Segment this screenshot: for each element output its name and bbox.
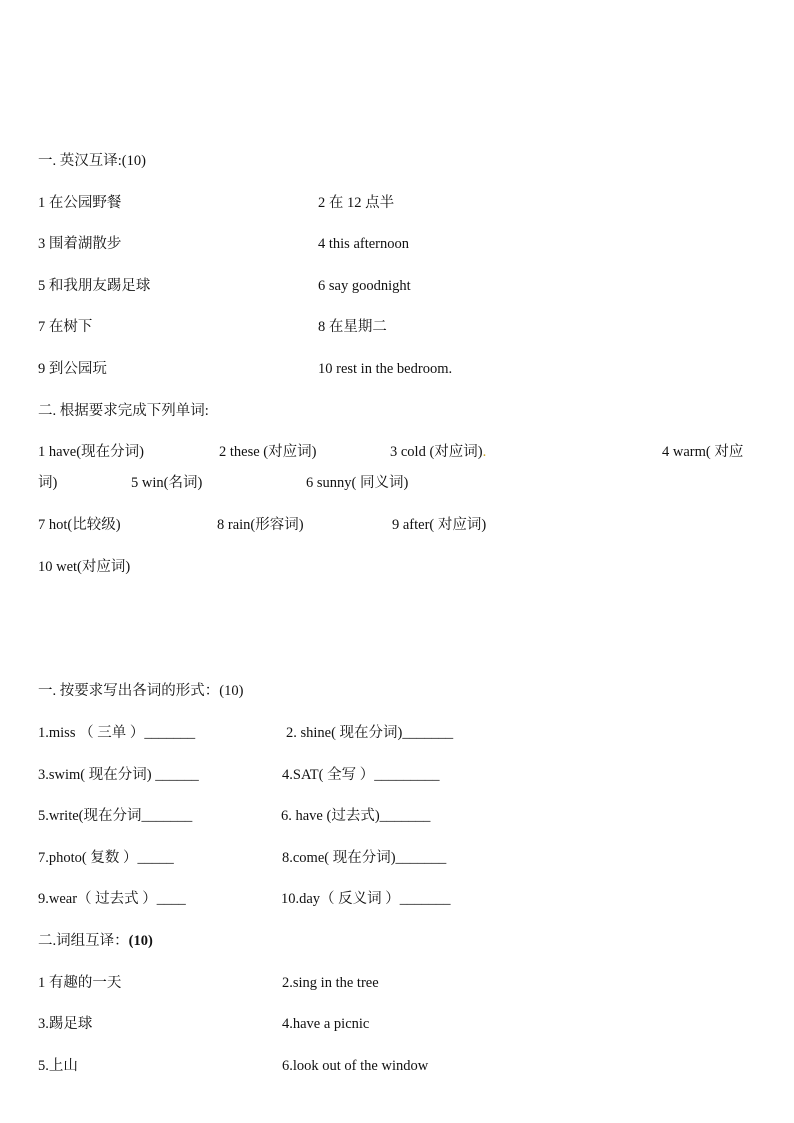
s2-item-1: 1 have(现在分词) bbox=[38, 444, 144, 460]
s3-item-3: 3.swim( 现在分词) ______ bbox=[38, 767, 199, 783]
section1-title: 一. 英汉互译:(10) bbox=[38, 153, 146, 169]
s1-item-9: 9 到公园玩 bbox=[38, 361, 107, 377]
s4-item-2: 2.sing in the tree bbox=[282, 975, 379, 991]
section4-title: 二.词组互译：(10) bbox=[38, 933, 153, 949]
s4-item-5: 5.上山 bbox=[38, 1058, 78, 1074]
s2-item-7: 7 hot(比较级) bbox=[38, 517, 121, 533]
highlight-mark: . bbox=[482, 444, 487, 460]
s4-item-4: 4.have a picnic bbox=[282, 1016, 370, 1032]
s1-item-5: 5 和我朋友踢足球 bbox=[38, 278, 151, 294]
section4-score: (10) bbox=[128, 933, 153, 949]
s2-item-4-cont: 词) bbox=[38, 475, 58, 491]
s2-item-6: 6 sunny( 同义词) bbox=[306, 475, 409, 491]
s4-item-6: 6.look out of the window bbox=[282, 1058, 429, 1074]
s1-item-6: 6 say goodnight bbox=[318, 278, 411, 294]
s3-item-7: 7.photo( 复数 ）_____ bbox=[38, 850, 174, 866]
s4-item-3: 3.踢足球 bbox=[38, 1016, 93, 1032]
section3-title: 一. 按要求写出各词的形式：(10) bbox=[38, 683, 244, 699]
s2-item-2: 2 these (对应词) bbox=[219, 444, 317, 460]
s3-item-4: 4.SAT( 全写 ）_________ bbox=[282, 767, 440, 783]
s3-item-10: 10.day（ 反义词 ）_______ bbox=[281, 891, 451, 907]
s2-item-3: 3 cold (对应词). bbox=[390, 444, 487, 460]
s1-item-4: 4 this afternoon bbox=[318, 236, 410, 252]
section2-title: 二. 根据要求完成下列单词: bbox=[38, 403, 209, 419]
s2-item-4: 4 warm( 对应 bbox=[662, 444, 744, 460]
s2-item-8: 8 rain(形容词) bbox=[217, 517, 304, 533]
s1-item-1: 1 在公园野餐 bbox=[38, 195, 122, 211]
s3-item-6: 6. have (过去式)_______ bbox=[281, 808, 431, 824]
s1-item-7: 7 在树下 bbox=[38, 319, 93, 335]
s3-item-2: 2. shine( 现在分词)_______ bbox=[286, 725, 454, 741]
s1-item-8: 8 在星期二 bbox=[318, 319, 387, 335]
s2-item-10: 10 wet(对应词) bbox=[38, 559, 131, 575]
s3-item-1: 1.miss （ 三单 ）_______ bbox=[38, 725, 196, 741]
s1-item-2: 2 在 12 点半 bbox=[318, 195, 395, 211]
s3-item-8: 8.come( 现在分词)_______ bbox=[282, 850, 447, 866]
s3-item-9: 9.wear（ 过去式 ）____ bbox=[38, 891, 186, 907]
s1-item-3: 3 围着湖散步 bbox=[38, 236, 122, 252]
s2-item-5: 5 win(名词) bbox=[131, 475, 203, 491]
s2-item-9: 9 after( 对应词) bbox=[392, 517, 487, 533]
s1-item-10: 10 rest in the bedroom. bbox=[318, 361, 453, 377]
s3-item-5: 5.write(现在分词_______ bbox=[38, 808, 193, 824]
s4-item-1: 1 有趣的一天 bbox=[38, 975, 122, 991]
